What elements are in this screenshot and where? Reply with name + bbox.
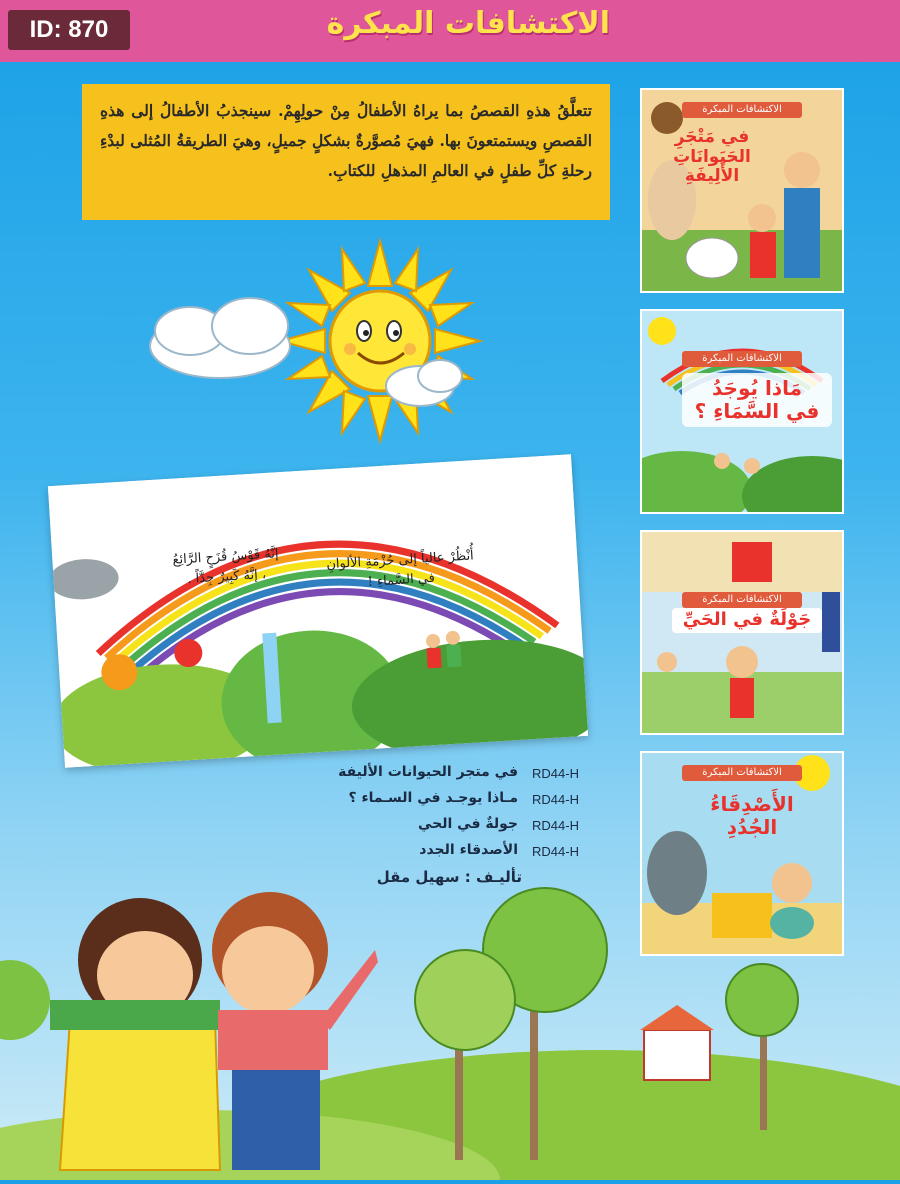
- sun-illustration: [140, 236, 500, 446]
- list-item: [340, 790, 590, 816]
- list-item: [340, 816, 590, 842]
- intro-text-box: تتعلَّقُ هذهِ القصصُ بما يراهُ الأطفالُ مِنْ حولِهِمْ. سينجذبُ الأطفالُ إلى هذهِ القصصِ ويستمتعونَ بها. فهيَ مُصوَّرةٌ بشكلٍ جميلٍ، وهيَ الطريقةُ المُثلى لبدْءِ رحلةِ كلِّ طفلٍ في العالمِ المذهلِ للكتابِ.: [82, 84, 610, 220]
- list-item: [340, 764, 590, 790]
- cover-title-line: الأَصْدِقَاءُ: [710, 792, 794, 816]
- cover-series-label: الاكتشافات المبكرة: [682, 351, 802, 367]
- cover-title-line: الحَيَوانَاتِ: [673, 146, 751, 167]
- cover-title-line: مَاذا يُوجَدُ: [712, 376, 802, 400]
- title-list: [340, 764, 590, 868]
- book-cover-pet-store: [640, 88, 844, 293]
- book-title: في متجر الحيوانات الأليفة: [338, 764, 518, 780]
- book-title: مـاذا يوجـد في السـماء ؟: [348, 790, 518, 806]
- cover-title-line: جَوْلَةٌ في الحَيِّ: [682, 609, 812, 630]
- header-bar: [0, 0, 900, 62]
- book-cover-neighborhood: [640, 530, 844, 735]
- spread-text-left: إنَّهُ قَوْسُ قُزَحٍ الرَّائِعُ ، إنَّهُ كَبِيرٌ جِدَّاً .: [172, 546, 279, 587]
- cover-title-line: في مَتْجَرِ: [674, 127, 750, 147]
- list-item: [340, 842, 590, 868]
- book-title: الأصدقاء الجدد: [419, 842, 518, 858]
- cover-title-line: في السَّمَاءِ ؟: [694, 399, 820, 423]
- landscape-illustration: [0, 880, 900, 1180]
- cover-title-line: الأَلِيفَةِ: [684, 166, 740, 187]
- product-code: RD44-H: [532, 844, 579, 859]
- product-code: RD44-H: [532, 792, 579, 807]
- spread-text-right: أُنْظُرْ عالياً إلى حُزْمَةِ الألوانِ في السَّماءِ !: [325, 548, 475, 590]
- cover-series-label: الاكتشافات المبكرة: [682, 765, 802, 781]
- cover-series-label: الاكتشافات المبكرة: [682, 102, 802, 118]
- sample-page-spread: [48, 454, 588, 767]
- book-cover-sky: [640, 309, 844, 514]
- cover-title-line: الجُدُدِ: [726, 815, 778, 839]
- id-badge: ID: 870: [8, 10, 130, 50]
- cover-series-label: الاكتشافات المبكرة: [682, 592, 802, 608]
- product-code: RD44-H: [532, 818, 579, 833]
- product-code: RD44-H: [532, 766, 579, 781]
- book-title: جولةٌ في الحي: [417, 816, 518, 832]
- author-credit: تأليـف : سهيل مقل: [376, 868, 522, 886]
- series-title: الاكتشافات المبكرة: [326, 6, 610, 41]
